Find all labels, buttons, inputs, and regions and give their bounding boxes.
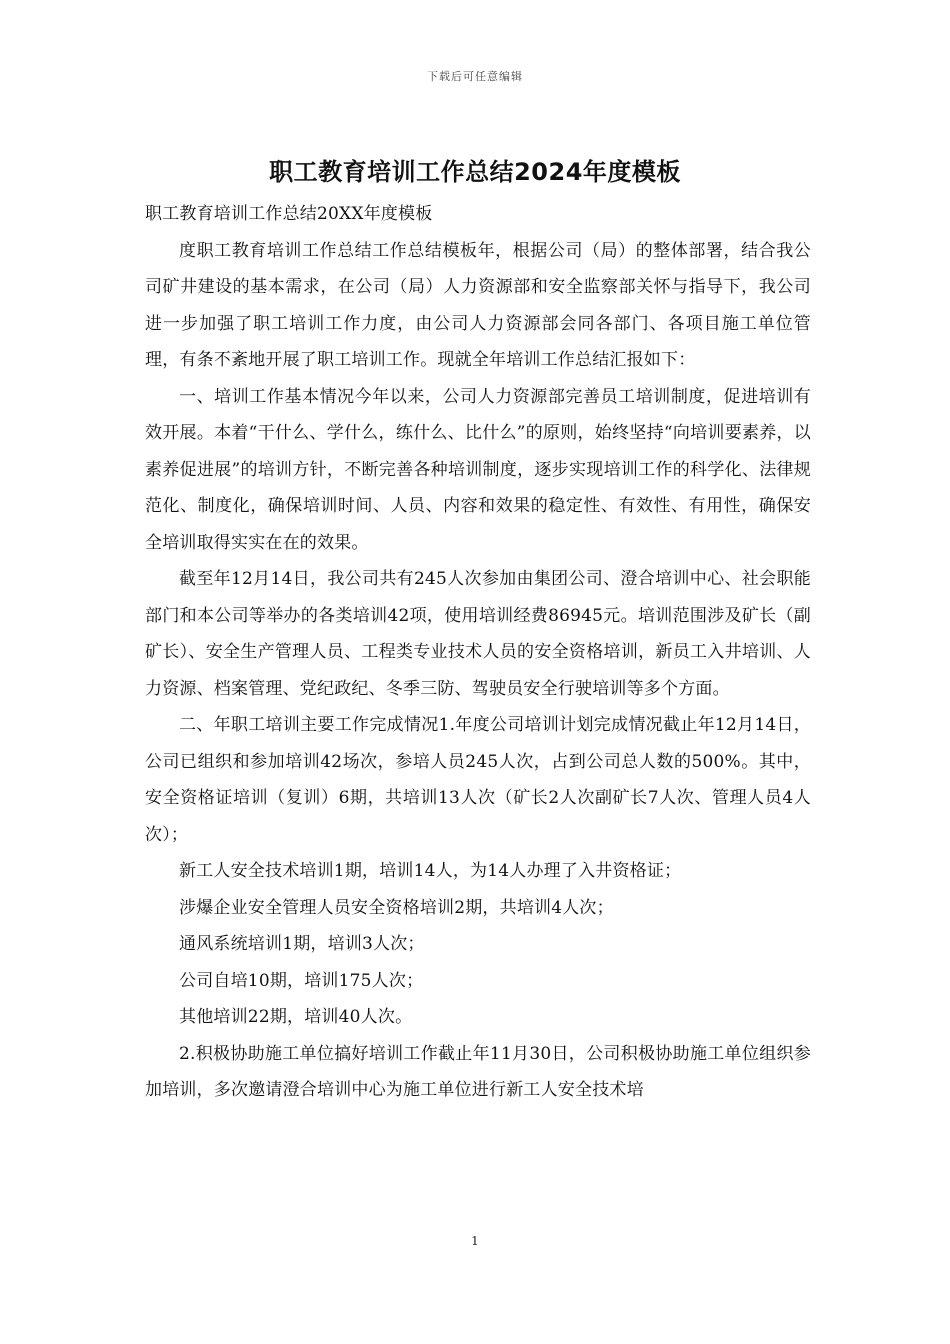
list-item: 涉爆企业安全管理人员安全资格培训2期，共培训4人次； — [179, 897, 614, 918]
paragraph-section-two: 二、年职工培训主要工作完成情况1.年度公司培训计划完成情况截止年12月14日，公司已组织和参加培训42场次，参培人员245人次，占到公司总人数的500%。其中，安全资格证培训（复训）6期，共培训13人次（矿长2人次副矿长7人次、管理人员4人次）； — [145, 715, 811, 845]
document-body — [145, 196, 811, 1109]
paragraph-statistics: 截至年12月14日，我公司共有245人次参加由集团公司、澄合培训中心、社会职能部门和本公司等举办的各类培训42项，使用培训经费86945元。培训范围涉及矿长（副矿长）、安全生产管理人员、工程类专业技术人员的安全资格培训，新员工入井培训、人力资源、档案管理、党纪政纪、冬季三防、驾驶员安全行驶培训等多个方面。 — [145, 569, 811, 699]
paragraph-subtitle: 职工教育培训工作总结20XX年度模板 — [145, 204, 433, 224]
paragraph-section-two-item-two: 2.积极协助施工单位搞好培训工作截止年11月30日，公司积极协助施工单位组织参加培训，多次邀请澄合培训中心为施工单位进行新工人安全技术培 — [145, 1043, 811, 1100]
document-title: 职工教育培训工作总结2024年度模板 — [269, 158, 681, 186]
list-item: 通风系统培训1期，培训3人次； — [179, 934, 425, 954]
paragraph-section-one: 一、培训工作基本情况今年以来，公司人力资源部完善员工培训制度，促进培训有效开展。本着“干什么、学什么，练什么、比什么”的原则，始终坚持“向培训要素养，以素养促进展”的培训方针，不断完善各种培训制度，逐步实现培训工作的科学化、法律规范化、制度化，确保培训时间、人员、内容和效果的稳定性、有效性、有用性，确保安全培训取得实实在在的效果。 — [145, 386, 811, 553]
page-header-note: 下载后可任意编辑 — [427, 70, 523, 83]
page-number: 1 — [471, 1234, 479, 1248]
list-item: 公司自培10期，培训175人次； — [179, 970, 424, 991]
paragraph-intro: 度职工教育培训工作总结工作总结模板年，根据公司（局）的整体部署，结合我公司矿井建设的基本需求，在公司（局）人力资源部和安全监察部关怀与指导下，我公司进一步加强了职工培训工作力度，由公司人力资源部会同各部门、各项目施工单位管理，有条不紊地开展了职工培训工作。现就全年培训工作总结汇报如下： — [145, 240, 811, 370]
list-item: 新工人安全技术培训1期，培训14人，为14人办理了入井资格证； — [179, 861, 682, 881]
list-item: 其他培训22期，培训40人次。 — [179, 1007, 413, 1027]
